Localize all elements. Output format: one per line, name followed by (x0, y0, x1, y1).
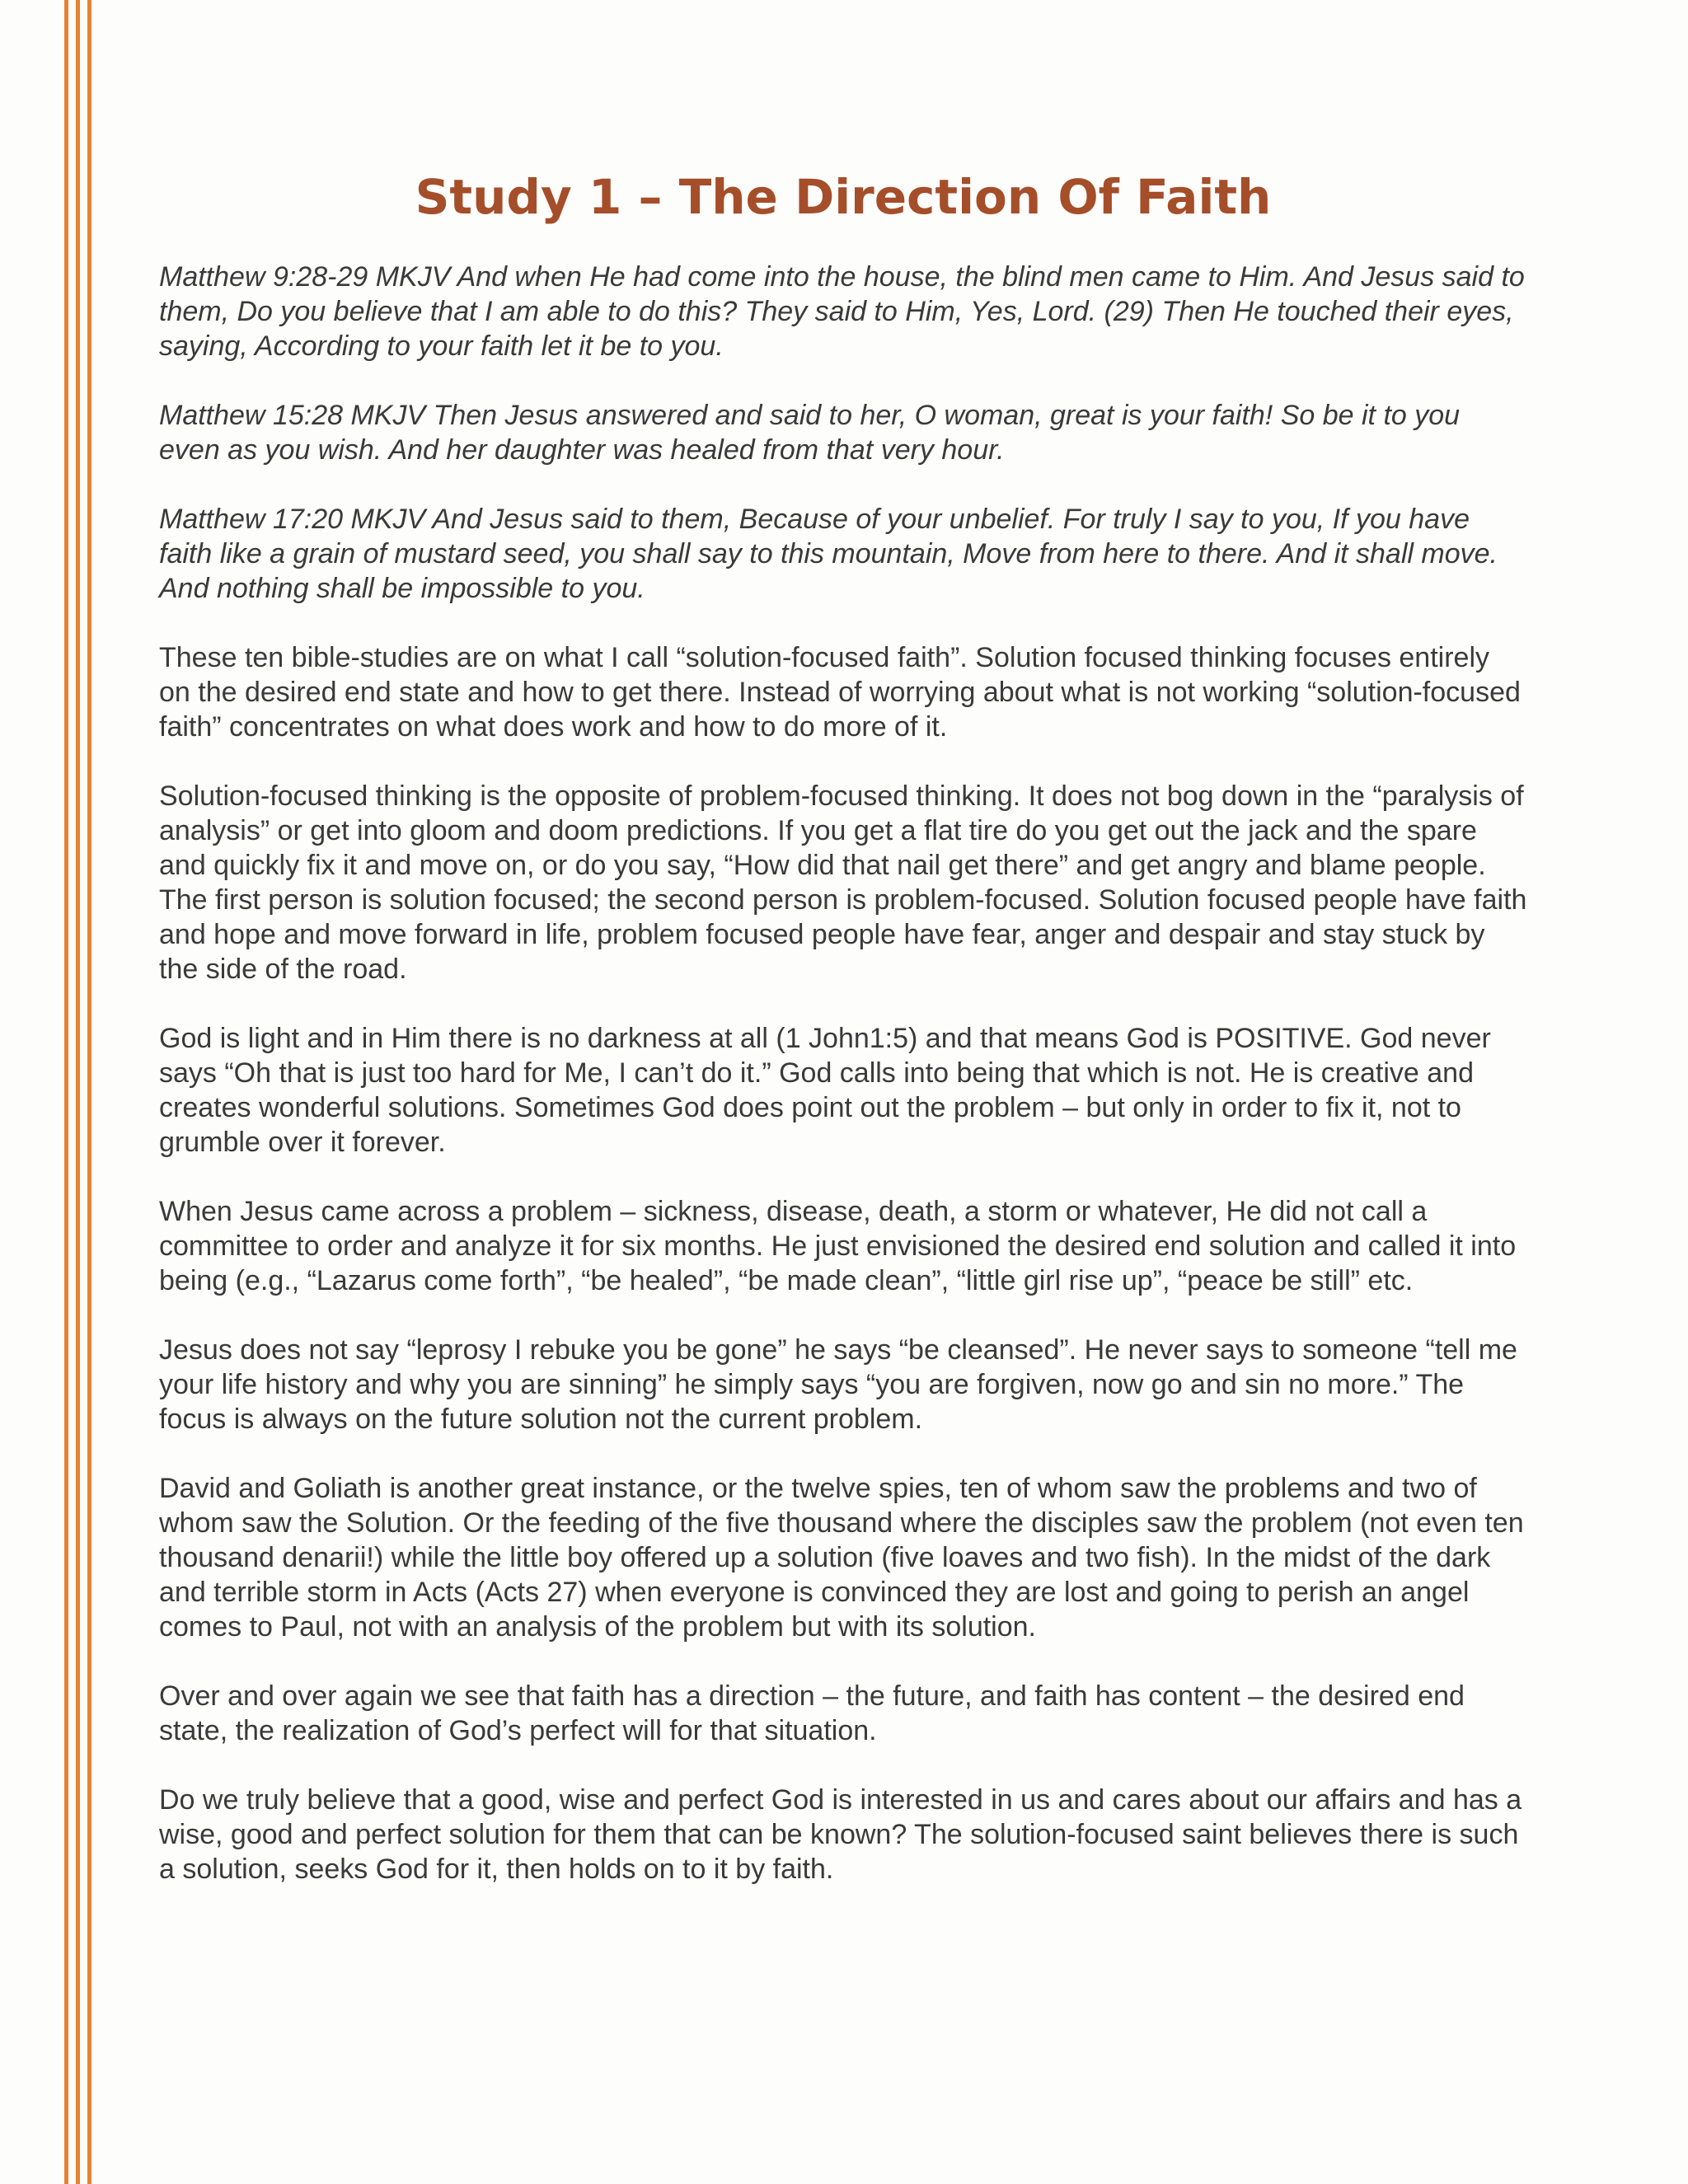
margin-stripe-1 (64, 0, 68, 2184)
body-paragraph: Over and over again we see that faith has a direction – the future, and faith has content – the desired end state, the realization of God’s perfect will for that situation. (159, 1680, 1465, 1746)
body-paragraph: When Jesus came across a problem – sickness, disease, death, a storm or whatever, He did not call a committee to order and analyze it for six months. He just envisioned the desired end solution and called it into being (e.g., “Lazarus come forth”, “be healed”, “be made clean”, “little girl rise up”, “peace be still” etc. (159, 1196, 1517, 1296)
body-paragraph: Jesus does not say “leprosy I rebuke you be gone” he says “be cleansed”. He never says to someone “tell me your life history and why you are sinning” he simply says “you are forgiven, now go and sin no more.” The focus is always on the future solution not the current problem. (159, 1334, 1517, 1435)
body-paragraph: These ten bible-studies are on what I call “solution-focused faith”. Solution focused thinking focuses entirely on the desired end state and how to get there. Instead of worrying about what is not working “solution-focused faith” concentrates on what does work and how to do more of it. (159, 642, 1521, 743)
verse-matthew-15-28: Matthew 15:28 MKJV Then Jesus answered and said to her, O woman, great is your faith! So be it to you even as you wish. And her daughter was healed from that very hour. (159, 400, 1461, 466)
page-title: Study 1 – The Direction Of Faith (415, 169, 1272, 225)
margin-stripe-3 (87, 0, 91, 2184)
body-paragraph: God is light and in Him there is no darkness at all (1 John1:5) and that means God is POSITIVE. God never says “Oh that is just too hard for Me, I can’t do it.” God calls into being that which is not. He is creative and creates wonderful solutions. Sometimes God does point out the problem – but only in order to fix it, not to grumble over it forever. (159, 1023, 1491, 1158)
document-page (159, 169, 1527, 1921)
margin-stripe-2 (76, 0, 80, 2184)
body-paragraph: David and Goliath is another great instance, or the twelve spies, ten of whom saw the problems and two of whom saw the Solution. Or the feeding of the five thousand where the disciples saw the problem (not even ten thousand denarii!) while the little boy offered up a solution (five loaves and two fish). In the midst of the dark and terrible storm in Acts (Acts 27) when everyone is convinced they are lost and going to perish an angel comes to Paul, not with an analysis of the problem but with its solution. (159, 1473, 1524, 1643)
body-paragraph: Solution-focused thinking is the opposite of problem-focused thinking. It does not bog down in the “paralysis of analysis” or get into gloom and doom predictions. If you get a flat tire do you get out the jack and the spare and quickly fix it and move on, or do you say, “How did that nail get there” and get angry and blame people. The first person is solution focused; the second person is problem-focused. Solution focused people have faith and hope and move forward in life, problem focused people have fear, anger and despair and stay stuck by the side of the road. (159, 780, 1527, 985)
body-paragraph: Do we truly believe that a good, wise and perfect God is interested in us and cares about our affairs and has a wise, good and perfect solution for them that can be known? The solution-focused saint believes there is such a solution, seeks God for it, then holds on to it by faith. (159, 1784, 1522, 1885)
verse-matthew-17-20: Matthew 17:20 MKJV And Jesus said to them, Because of your unbelief. For truly I say to you, If you have faith like a grain of mustard seed, you shall say to this mountain, Move from here to there. And it shall move. And nothing shall be impossible to you. (159, 504, 1498, 604)
verse-matthew-9-28: Matthew 9:28-29 MKJV And when He had come into the house, the blind men came to Him. And Jesus said to them, Do you believe that I am able to do this? They said to Him, Yes, Lord. (29) Then He touched their eyes, saying, According to your faith let it be to you. (159, 261, 1525, 362)
